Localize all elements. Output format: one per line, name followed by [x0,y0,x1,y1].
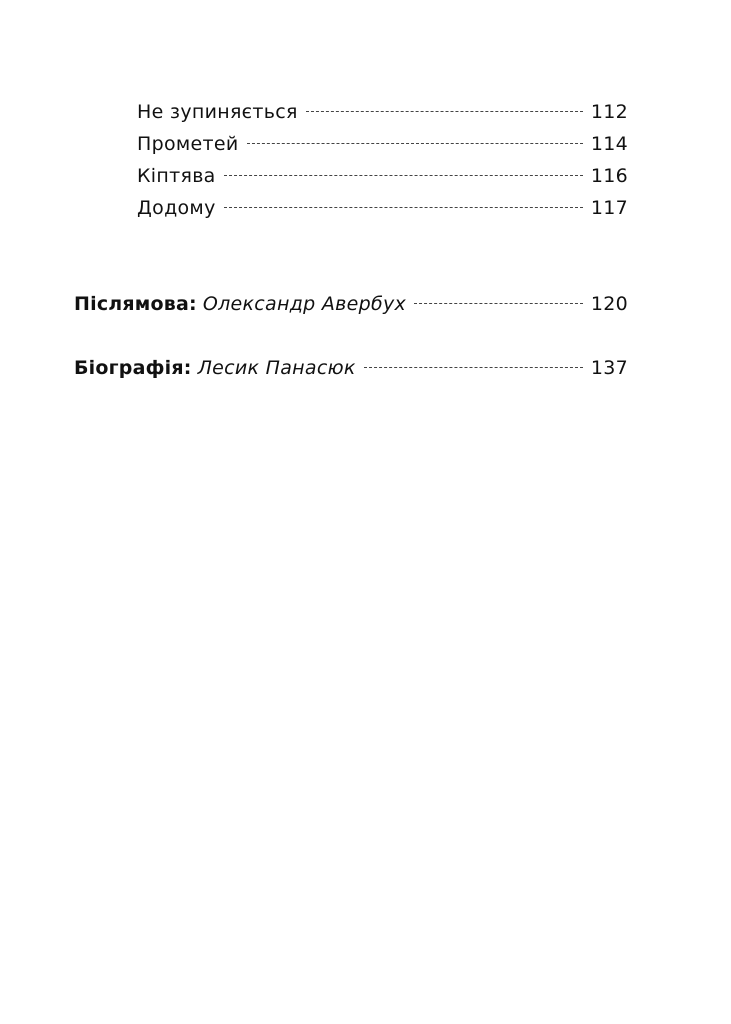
toc-afterword-entry[interactable] [74,288,628,320]
toc-entry[interactable] [137,192,628,224]
toc-entry-page: 114 [590,133,628,155]
afterword-author: Олександр Авербух [202,293,407,315]
toc-entry-title: Прометей [137,133,239,155]
toc-afterword-section [74,288,628,320]
toc-entry-title: Додому [137,197,216,219]
toc-entry-page: 112 [590,101,628,123]
toc-entry[interactable] [137,160,628,192]
biography-label: Біографія: [74,357,192,379]
dotted-leader [247,143,583,144]
toc-entry-title: Кіптява [137,165,216,187]
dotted-leader [414,303,583,304]
biography-page: 137 [590,357,628,379]
toc-biography-section [74,352,628,384]
dotted-leader [224,175,583,176]
biography-author: Лесик Панасюк [197,357,356,379]
toc-entry[interactable] [137,96,628,128]
toc-entry-page: 117 [590,197,628,219]
toc-entry[interactable] [137,128,628,160]
afterword-label: Післямова: [74,293,197,315]
toc-entry-page: 116 [590,165,628,187]
dotted-leader [306,111,583,112]
afterword-page: 120 [590,293,628,315]
toc-entry-title: Не зупиняється [137,101,298,123]
dotted-leader [224,207,583,208]
toc-chapter-list [137,96,628,224]
toc-biography-entry[interactable] [74,352,628,384]
dotted-leader [364,367,583,368]
